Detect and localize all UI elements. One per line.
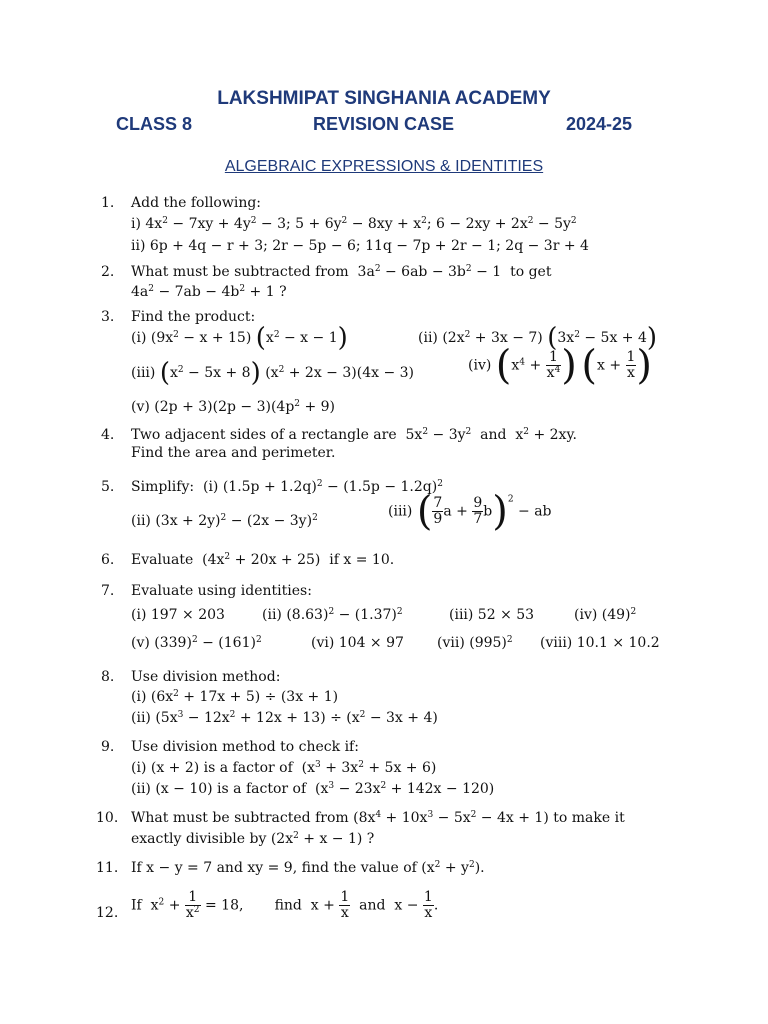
q3-part-i: (i) $(9x^2 - x + 15) (x^2 - x - 1)$ [131,323,348,353]
q1-text: Add the following: [131,195,262,211]
question-number: 7. [101,583,115,599]
q11-line: If x − y = 7 and xy = 9, find the value of $(x^2 + y^2)$. [131,860,485,876]
q10-line2: exactly divisible by $(2x^2 + x - 1)$ ? [131,831,375,847]
q5-part-i: Simplify: (i) $(1.5p + 1.2q)^2 - (1.5p - 1.2q)^2$ [131,479,443,495]
q10-text: What must be subtracted from [131,810,349,826]
question-number: 3. [101,309,115,325]
q2-line1: What must be subtracted from $3a^2 - 6ab - 3b^2 - 1$ to get [131,264,552,280]
q7-part-vii: (vii) $(995)^2$ [437,635,513,651]
q3-text: Find the product: [131,309,256,325]
question-number: 5. [101,479,115,495]
question-number: 12. [96,905,119,921]
topic-title: ALGEBRAIC EXPRESSIONS & IDENTITIES [224,158,544,175]
question-number: 4. [101,427,115,443]
q6-line: Evaluate $(4x^2 + 20x + 25)$ if x = 10. [131,552,395,568]
q12-line: If $x^2$ + $\frac{1}{x^2}$ = 18, find x + $\frac{1}{x}$ and x − $\frac{1}{x}$ . [131,889,439,921]
academic-year: 2024-25 [566,114,633,134]
q5-text: Simplify: [131,479,195,495]
q8-text: Use division method: [131,669,281,685]
q11-text: If x − y = 7 and xy = 9, find the value of [131,860,417,876]
q9-text: Use division method to check if: [131,739,359,755]
q1-part-ii: ii) 6p + 4q − r + 3; 2r − 5p − 6; 11q − 7p + 2r − 1; 2q − 3r + 4 [131,238,589,254]
q2-line2: $4a^2 - 7ab - 4b^2 + 1$ ? [131,284,287,300]
q7-part-viii: (viii) 10.1 × 10.2 [540,635,660,651]
q4-line1: Two adjacent sides of a rectangle are $5x^2 - 3y^2$ and $x^2 + 2xy$. [131,427,577,443]
q5-part-ii: (ii) $(3x + 2y)^2 - (2x - 3y)^2$ [131,513,318,529]
q10-line1: What must be subtracted from $(8x^4 + 10x^3 - 5x^2 - 4x + 1)$ to make it [131,810,625,826]
q8-part-ii: (ii) $(5x^3 - 12x^2 + 12x + 13) \div (x^2 - 3x + 4)$ [131,710,438,726]
q7-text: Evaluate using identities: [131,583,312,599]
q2-text: What must be subtracted from [131,264,349,280]
q6-text: Evaluate [131,552,194,568]
q7-part-v: (v) $(339)^2 - (161)^2$ [131,635,262,651]
q9-part-ii: (ii) (x − 10) is a factor of $(x^3 - 23x^2 + 142x - 120)$ [131,781,495,797]
q4-text: Two adjacent sides of a rectangle are [131,427,397,443]
class-label: CLASS 8 [116,114,193,134]
question-number: 6. [101,552,115,568]
q7-part-vi: (vi) 104 × 97 [311,635,404,651]
doc-type: REVISION CASE [313,114,455,134]
q7-part-i: (i) 197 × 203 [131,607,225,623]
q7-part-iv: (iv) $(49)^2$ [574,607,637,623]
q3-part-iii: (iii) $(x^2 - 5x + 8) (x^2 + 2x - 3)(4x - 3)$ [131,358,414,388]
question-number: 9. [101,739,115,755]
q10-text2: exactly divisible by [131,831,267,847]
q3-part-ii: (ii) $(2x^2 + 3x - 7) (3x^2 - 5x + 4)$ [418,323,658,353]
q12-text: If [131,897,142,914]
q3-part-iv: (iv) ($x^4$ + $\frac{1}{x^4}$ ) (x + $\frac{1}{x}$ ) [468,342,653,389]
question-number: 8. [101,669,115,685]
q7-part-ii: (ii) $(8.63)^2 - (1.37)^2$ [262,607,403,623]
question-number: 2. [101,264,115,280]
school-name: LAKSHMIPAT SINGHANIA ACADEMY [217,88,551,109]
q1-part-i: i) $4x^2 - 7xy + 4y^2 - 3$; $5 + 6y^2 - 8xy + x^2$; $6 - 2xy + 2x^2 - 5y^2$ [131,216,577,232]
q9-part-i: (i) (x + 2) is a factor of $(x^3 + 3x^2 + 5x + 6)$ [131,760,437,776]
q5-part-iii: (iii) ( $\frac{7}{9}$ a + $\frac{9}{7}$ b)$^2$ − ab [388,488,552,535]
q7-part-iii: (iii) 52 × 53 [449,607,535,623]
q4-text2: Find the area and perimeter. [131,445,336,461]
question-number: 1. [101,195,115,211]
q3-part-v: (v) $(2p + 3)(2p - 3)(4p^2 + 9)$ [131,399,336,415]
question-number: 10. [96,810,119,826]
q8-part-i: (i) $(6x^2 + 17x + 5) \div (3x + 1)$ [131,689,339,705]
question-number: 11. [96,860,119,876]
